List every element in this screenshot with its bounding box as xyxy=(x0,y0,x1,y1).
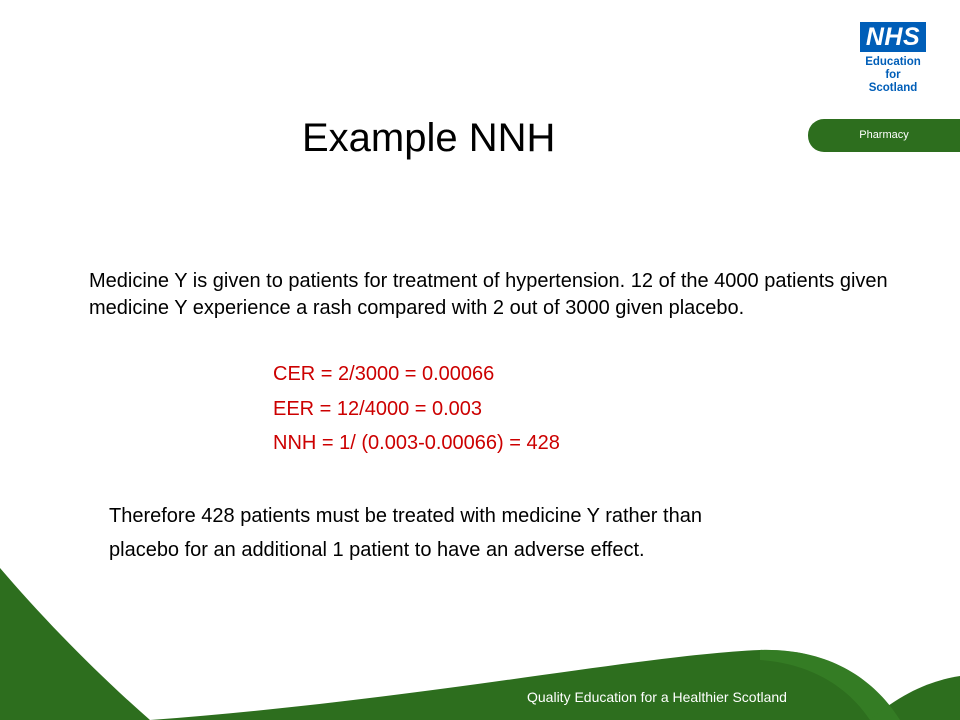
formula-nnh: NNH = 1/ (0.003-0.00066) = 428 xyxy=(273,432,560,454)
slide-title: Example NNH xyxy=(302,116,556,160)
logo-line-scotland: Scotland xyxy=(868,82,918,94)
nhs-education-scotland-logo xyxy=(850,22,936,95)
nhs-wordmark: NHS xyxy=(860,22,926,52)
formula-eer: EER = 12/4000 = 0.003 xyxy=(273,398,483,420)
footer-tagline: Quality Education for a Healthier Scotland xyxy=(527,689,787,705)
logo-line-for: for xyxy=(885,69,901,81)
formula-cer: CER = 2/3000 = 0.00066 xyxy=(273,363,495,385)
intro-paragraph: Medicine Y is given to patients for treatment of hypertension. 12 of the 4000 patients given medicine Y experience a rash compared with 2 out of 3000 given placebo. xyxy=(89,270,888,319)
conclusion-paragraph: Therefore 428 patients must be treated with medicine Y rather than placebo for an additional 1 patient to have an adverse effect. xyxy=(109,505,702,561)
pharmacy-tab: Pharmacy xyxy=(808,119,960,152)
logo-subtitle xyxy=(850,56,936,95)
logo-line-education: Education xyxy=(865,56,921,68)
